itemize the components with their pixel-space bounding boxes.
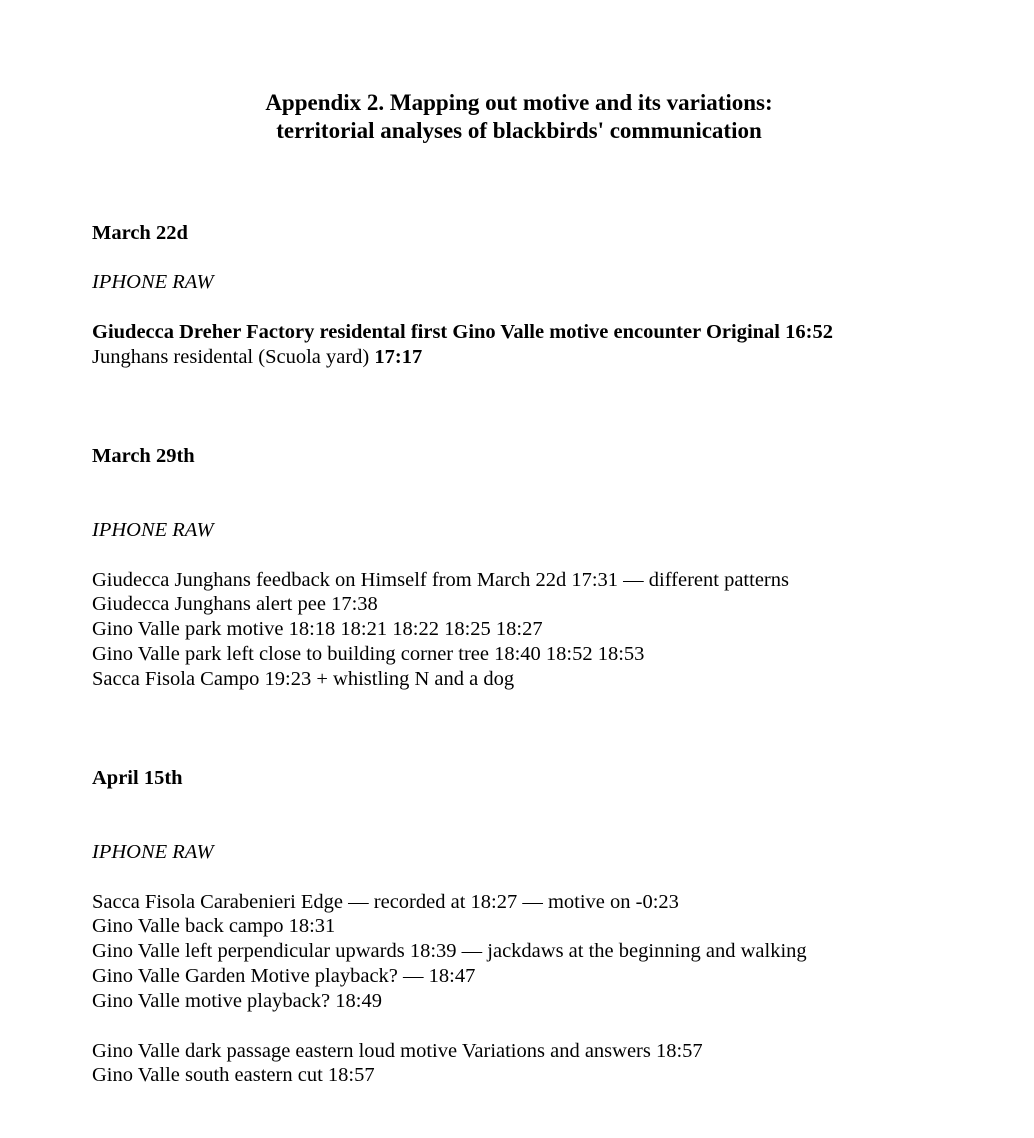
- section-source: IPHONE RAW: [92, 519, 214, 541]
- recording-entry: Gino Valle left perpendicular upwards 18:39 — jackdaws at the beginning and walking: [92, 940, 807, 962]
- recording-entry: Giudecca Dreher Factory residental first Gino Valle motive encounter Original 16:52: [92, 321, 833, 343]
- title-line-2: territorial analyses of blackbirds' communication: [276, 118, 762, 143]
- recording-entry: Gino Valle park left close to building corner tree 18:40 18:52 18:53: [92, 643, 645, 665]
- recording-entry: [92, 345, 422, 369]
- recording-entry: Giudecca Junghans feedback on Himself from March 22d 17:31 — different patterns: [92, 569, 789, 591]
- recording-entry: Gino Valle south eastern cut 18:57: [92, 1064, 375, 1086]
- recording-entry: Gino Valle park motive 18:18 18:21 18:22 18:25 18:27: [92, 618, 543, 640]
- section-date: March 22d: [92, 222, 188, 244]
- title-line-1: Appendix 2. Mapping out motive and its variations:: [265, 90, 773, 115]
- recording-entry: Gino Valle dark passage eastern loud motive Variations and answers 18:57: [92, 1040, 703, 1062]
- recording-entry: Giudecca Junghans alert pee 17:38: [92, 593, 378, 615]
- recording-entry: Gino Valle Garden Motive playback? — 18:47: [92, 965, 476, 987]
- entry-text: Junghans residental (Scuola yard): [92, 346, 375, 368]
- recording-entry: Sacca Fisola Carabenieri Edge — recorded at 18:27 — motive on -0:23: [92, 891, 679, 913]
- recording-entry: Gino Valle motive playback? 18:49: [92, 990, 382, 1012]
- section-source: IPHONE RAW: [92, 271, 214, 293]
- entry-time: 17:17: [374, 346, 423, 368]
- recording-entry: Gino Valle back campo 18:31: [92, 915, 336, 937]
- recording-entry: Sacca Fisola Campo 19:23 + whistling N and a dog: [92, 668, 515, 690]
- section-date: April 15th: [92, 767, 183, 789]
- section-source: IPHONE RAW: [92, 841, 214, 863]
- section-date: March 29th: [92, 445, 195, 467]
